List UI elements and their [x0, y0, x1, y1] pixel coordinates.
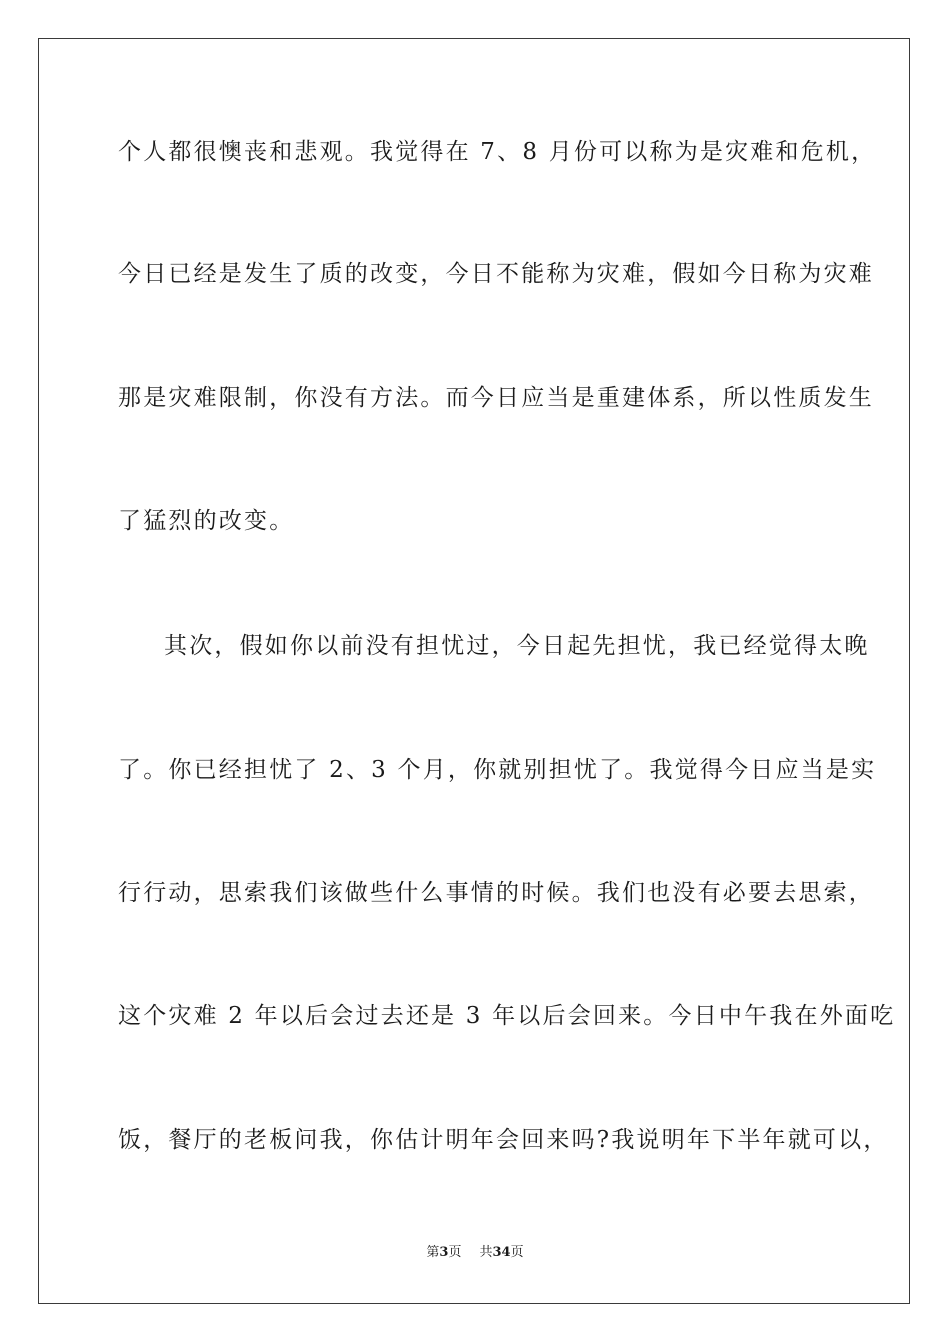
text-line-3: 那是灾难限制，你没有方法。而今日应当是重建体系，所以性质发生: [118, 385, 874, 411]
text-line-4: 了猛烈的改变。: [118, 508, 295, 534]
page-suffix: 页: [448, 1245, 462, 1260]
page-prefix: 第: [426, 1245, 440, 1260]
page-number: 3: [439, 1245, 449, 1260]
text-line-1: 个人都很懊丧和悲观。我觉得在 7、8 月份可以称为是灾难和危机，: [118, 139, 877, 165]
page-border: [38, 38, 910, 1304]
page-footer: [0, 1244, 950, 1262]
text-line-2: 今日已经是发生了质的改变，今日不能称为灾难，假如今日称为灾难: [118, 261, 874, 287]
total-prefix: 共: [479, 1245, 493, 1260]
text-line-8: 这个灾难 2 年以后会过去还是 3 年以后会回来。今日中午我在外面吃: [118, 1003, 896, 1029]
total-suffix: 页: [510, 1245, 524, 1260]
text-line-5-paragraph-start: 其次，假如你以前没有担忧过，今日起先担忧，我已经觉得太晚: [164, 633, 870, 659]
text-line-9: 饭，餐厅的老板问我，你估计明年会回来吗?我说明年下半年就可以，: [118, 1127, 889, 1153]
text-line-7: 行行动，思索我们该做些什么事情的时候。我们也没有必要去思索，: [118, 880, 874, 906]
total-pages: 34: [492, 1245, 511, 1260]
text-line-6: 了。你已经担忧了 2、3 个月，你就别担忧了。我觉得今日应当是实: [118, 757, 877, 783]
